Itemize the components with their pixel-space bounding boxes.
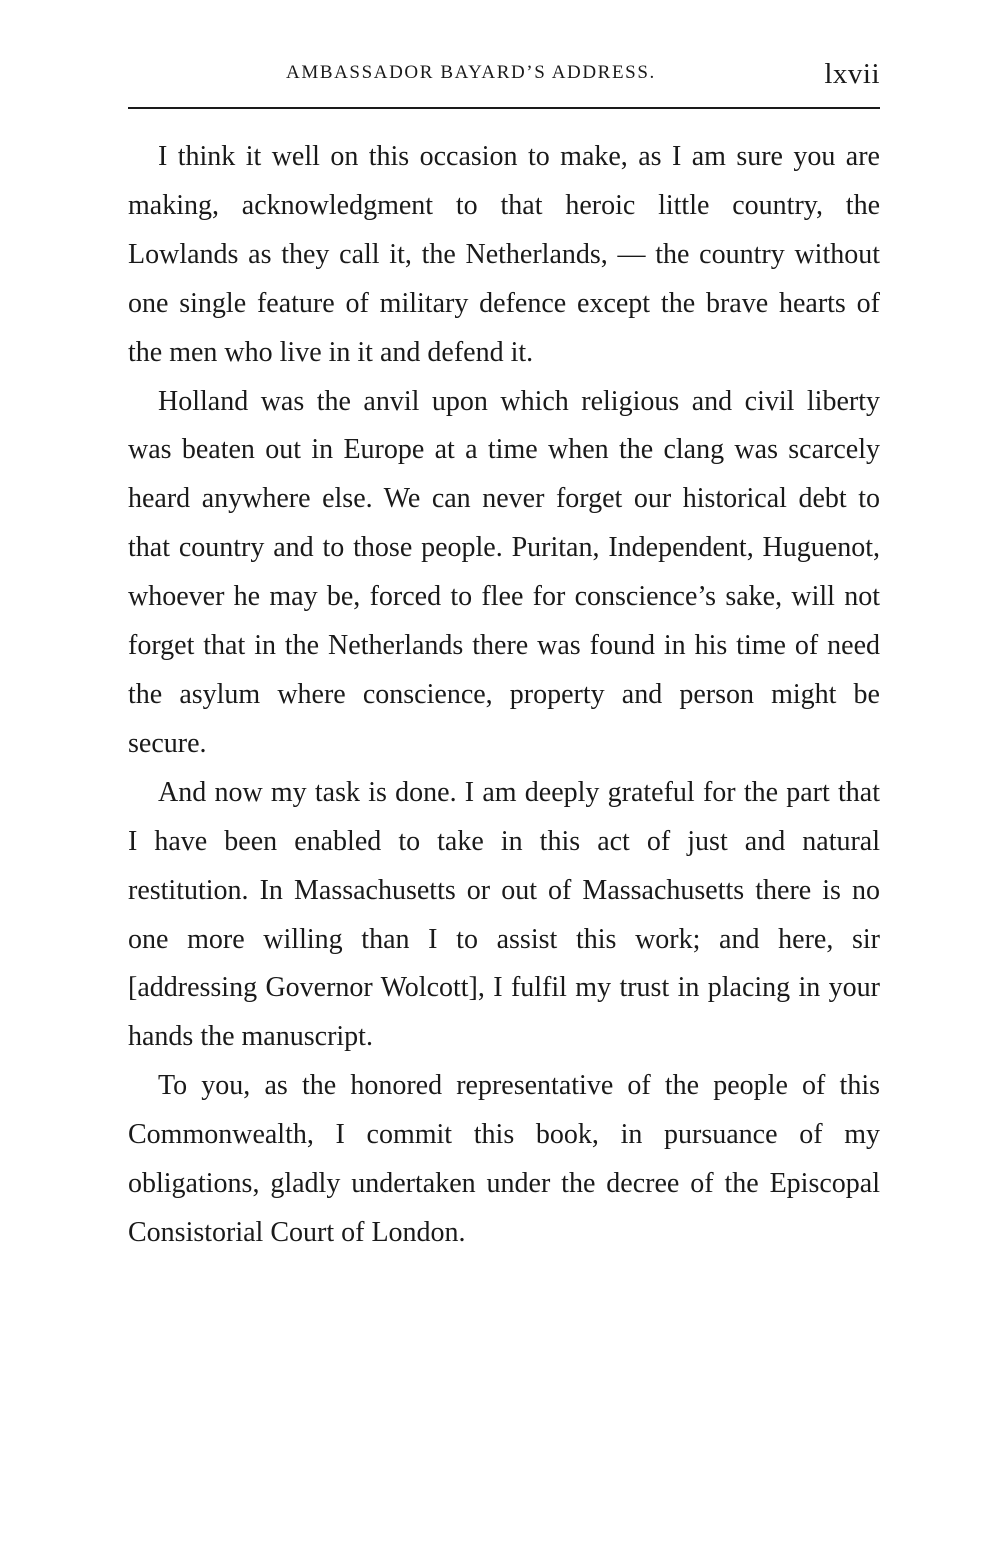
body-text [128,133,880,1258]
paragraph: And now my task is done. I am deeply grateful for the part that I have been enabled to take in this act of just and natural restitution. In Massachusetts or out of Massachusetts there is no one more willing than I to assist this work; and here, sir [addressing Governor Wolcott], I fulfil my trust in placing in your hands the manuscript. [128,776,880,1053]
paragraph: Holland was the anvil upon which religious and civil liberty was beaten out in Europe at a time when the clang was scarcely heard anywhere else. We can never forget our historical debt to that country and to those people. Puritan, Independent, Huguenot, whoever he may be, forced to flee for conscience’s sake, will not forget that in the Netherlands there was found in his time of need the asylum where conscience, property and person might be secure. [128,385,880,759]
running-head [128,60,880,92]
paragraph: To you, as the honored representative of the people of this Commonwealth, I commit this book, in pursuance of my obligations, gladly undertaken under the decree of the Episcopal Consistorial Court of London. [128,1070,880,1248]
header-rule [128,107,880,109]
page-number: lxvii [824,58,880,90]
paragraph: I think it well on this occasion to make, as I am sure you are making, acknowledgment to that heroic little country, the Lowlands as they call it, the Netherlands, — the country without one single feature of military defence except the brave hearts of the men who live in it and defend it. [128,141,880,368]
running-title: AMBASSADOR BAYARD’S ADDRESS. [286,62,656,83]
